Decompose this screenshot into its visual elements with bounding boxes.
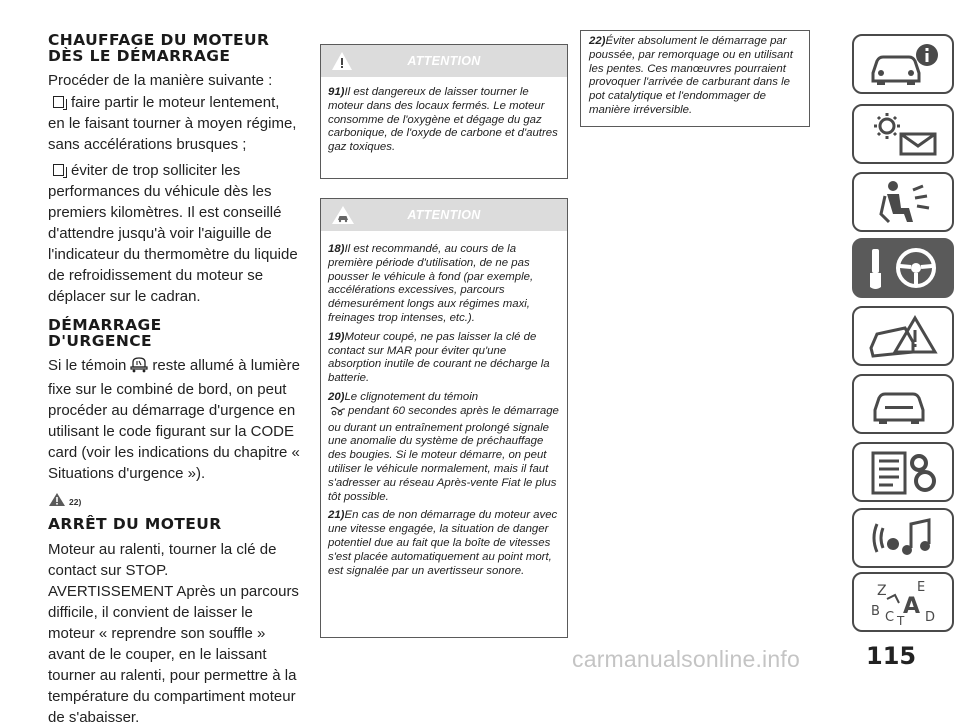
item-number: 18) bbox=[328, 243, 345, 255]
attention-item bbox=[328, 243, 559, 326]
index-letters-icon bbox=[863, 577, 943, 627]
attention-title: ATTENTION bbox=[407, 208, 481, 222]
bullet-item bbox=[48, 92, 300, 155]
item-text: Il est dangereux de laisser tourner le moteur dans des locaux fermés. Le moteur consomme de l'oxygène et dégage du gaz carbonique, de l'oxyde de carbone et d'autres gaz toxiques. bbox=[328, 86, 558, 154]
tab-lights-messages[interactable] bbox=[852, 104, 954, 164]
attention-item bbox=[328, 391, 559, 504]
arret-text: Moteur au ralenti, tourner la clé de contact sur STOP. bbox=[48, 541, 277, 579]
urgence-text bbox=[48, 355, 300, 484]
tab-multimedia[interactable] bbox=[852, 508, 954, 568]
arret-warning-text: AVERTISSEMENT Après un parcours difficile, il convient de laisser le moteur « reprendre son souffle » avant de le couper, en le laissant tourner au ralenti, pour permettre à la température du compartiment moteur de s'abaisser. bbox=[48, 583, 299, 726]
seat-airbag-icon bbox=[863, 178, 943, 226]
multimedia-icon bbox=[863, 514, 943, 562]
watermark: carmanualsonline.info bbox=[572, 646, 800, 672]
item-text: En cas de non démarrage du moteur avec une vitesse engagée, la situation de danger potentiel due au fait que la boîte de vitesses s'est placée automatiquement au point mort, est signalée par un avertisseur sonore. bbox=[328, 509, 558, 577]
glow-plug-light-icon bbox=[330, 406, 346, 422]
item-number: 21) bbox=[328, 509, 345, 522]
item-number: 20) bbox=[328, 390, 345, 403]
attention-item bbox=[328, 331, 559, 386]
svg-text:B: B bbox=[871, 604, 880, 619]
tab-index[interactable] bbox=[852, 572, 954, 632]
immobilizer-warning-light-icon bbox=[128, 356, 150, 379]
bullet-item bbox=[48, 160, 300, 307]
item-text-start: Le clignotement du témoin bbox=[344, 390, 479, 403]
attention-item bbox=[328, 509, 559, 578]
checkbox-bullet-icon bbox=[53, 96, 64, 108]
item-number: 19) bbox=[328, 330, 345, 343]
item-number: 91) bbox=[328, 86, 345, 98]
car-info-icon bbox=[863, 41, 943, 87]
section-title-demarrage-urgence: DÉMARRAGE D'URGENCE bbox=[48, 316, 162, 350]
tab-car-info[interactable] bbox=[852, 34, 954, 94]
svg-text:D: D bbox=[925, 610, 936, 625]
tab-emergency[interactable] bbox=[852, 306, 954, 366]
attention-title: ATTENTION bbox=[407, 54, 481, 68]
svg-text:T: T bbox=[897, 614, 905, 628]
svg-text:Z: Z bbox=[877, 583, 887, 599]
tab-technical-data[interactable] bbox=[852, 442, 954, 502]
attention-body bbox=[321, 77, 567, 163]
item-text: Éviter absolument le démarrage par poussée, par remorquage ou en utilisant les pentes. Ces manœuvres pourraient provoquer l'arrivée de carburant dans le pot catalytique et l'endommager de manière irréversible. bbox=[589, 35, 793, 116]
attention-item bbox=[328, 86, 559, 155]
svg-text:C: C bbox=[885, 610, 895, 625]
section-title-chauffage: CHAUFFAGE DU MOTEUR DÈS LE DÉMARRAGE bbox=[48, 31, 270, 65]
bullet-text: éviter de trop solliciter les performances du véhicule dès les premiers kilomètres. Il est conseillé d'attendre jusqu'à voir l'aiguille de l'indicateur du thermomètre du liquide de refroidissement du moteur se déplacer sur le cadran. bbox=[48, 162, 298, 305]
urgence-text-end: reste allumé à lumière fixe sur le combiné de bord, on peut procéder au démarrage d'urgence en utilisant le code figurant sur la CODE card (voir les indications du chapitre « Situations d'urgence »). bbox=[48, 357, 300, 482]
section-title-arret-moteur: ARRÊT DU MOTEUR bbox=[48, 515, 222, 533]
attention-header bbox=[321, 45, 567, 77]
emergency-icon bbox=[863, 312, 943, 360]
attention-box-2 bbox=[320, 198, 568, 638]
item-number: 22) bbox=[589, 35, 606, 47]
main-column bbox=[48, 32, 300, 728]
item-text-end: pendant 60 secondes après le démarrage ou durant un entraînement prolongé signale une anomalie du système de préchauffage des bougies. Si le moteur démarre, on peut utiliser le véhicule normalement, mais il faut s'adresser au réseau Après-vente Fiat le plus tôt possible. bbox=[328, 404, 559, 503]
item-text: Moteur coupé, ne pas laisser la clé de contact sur MAR pour éviter qu'une absorption inutile de courant ne décharge la batterie. bbox=[328, 330, 550, 385]
attention-header bbox=[321, 199, 567, 231]
tab-safety[interactable] bbox=[852, 172, 954, 232]
bullet-text: faire partir le moteur lentement, en le faisant tourner à moyen régime, sans accélérations brusques ; bbox=[48, 94, 297, 153]
warning-reference bbox=[48, 492, 300, 507]
urgence-text-start: Si le témoin bbox=[48, 357, 127, 374]
lights-message-icon bbox=[863, 110, 943, 158]
svg-text:E: E bbox=[917, 580, 926, 595]
svg-text:A: A bbox=[903, 594, 921, 619]
key-steering-wheel-icon bbox=[860, 243, 946, 293]
tab-starting-driving[interactable] bbox=[852, 238, 954, 298]
warning-triangle-icon bbox=[48, 492, 66, 507]
checkbox-bullet-icon bbox=[53, 164, 64, 176]
page-number: 115 bbox=[866, 642, 917, 670]
item-text: Il est recommandé, au cours de la première période d'utilisation, de ne pas pousser le véhicule à fond (par exemple, accélérations excessives, parcours démesurément longs aux régimes maxi, freinages trop intenses, etc.). bbox=[328, 243, 534, 324]
attention-box-1 bbox=[320, 44, 568, 179]
warning-reference-number: 22) bbox=[69, 497, 82, 507]
continued-warning-box bbox=[580, 30, 810, 127]
car-maintenance-icon bbox=[863, 380, 943, 428]
attention-body bbox=[321, 231, 567, 586]
settings-list-icon bbox=[863, 447, 943, 497]
intro-text: Procéder de la manière suivante : bbox=[48, 72, 273, 89]
tab-maintenance[interactable] bbox=[852, 374, 954, 434]
